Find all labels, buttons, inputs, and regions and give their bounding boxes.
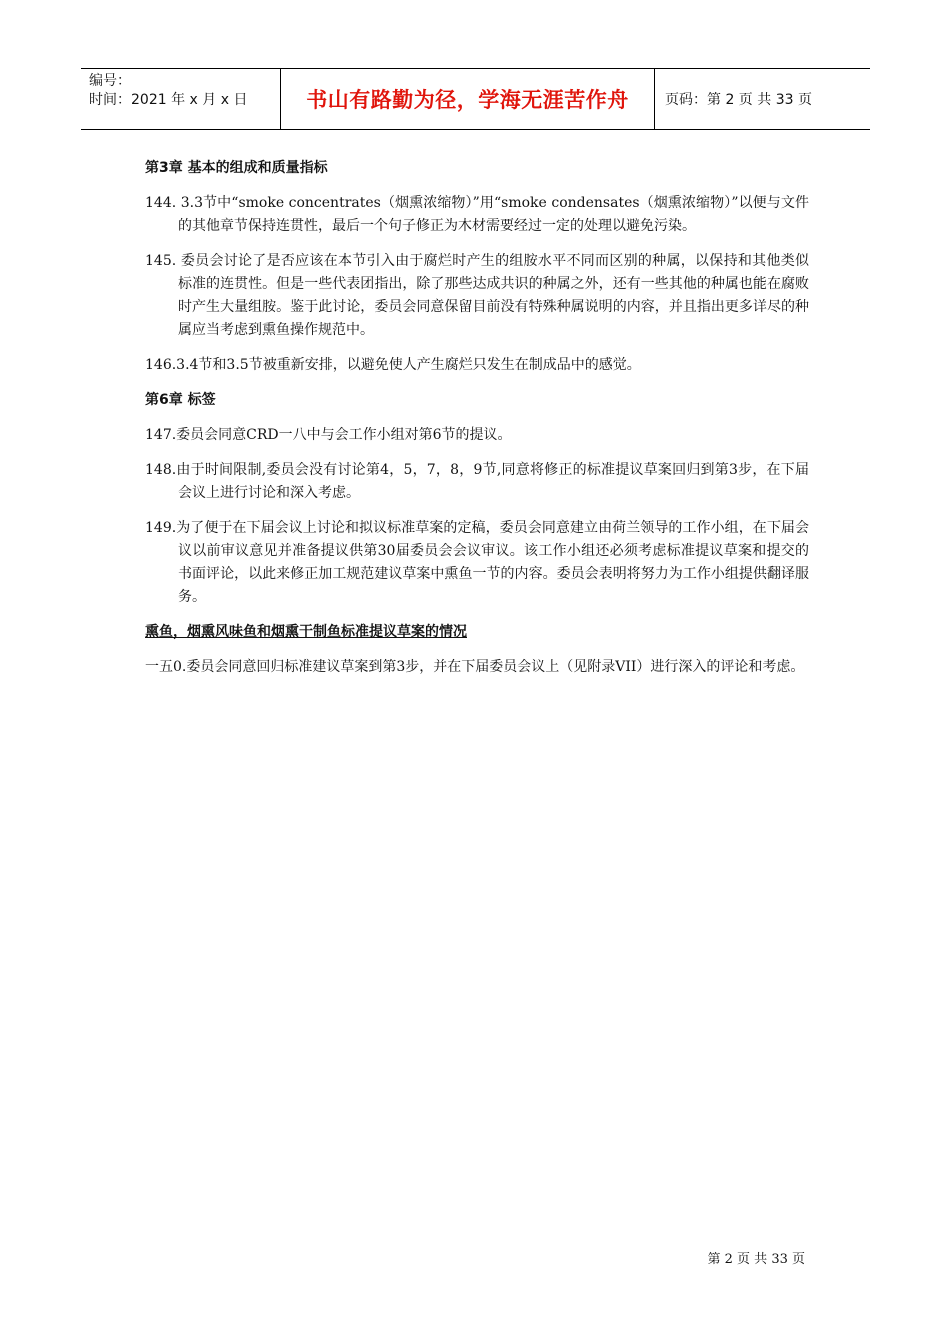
page-header: [81, 68, 870, 130]
document-time-label: 时间：2021 年 x 月 x 日: [89, 92, 248, 108]
paragraph-144: 144. 3.3节中“smoke concentrates（烟熏浓缩物）”用“smoke condensates（烟熏浓缩物）”以便与文件的其他章节保持连贯性，最后一个句子修正为木材需要经过一定的处理以避免污染。: [145, 195, 809, 234]
paragraph-150: 一五0.委员会同意回归标准建议草案到第3步，并在下届委员会议上（见附录VII）进行深入的评论和考虑。: [145, 659, 805, 675]
paragraph-146: 146.3.4节和3.5节被重新安排，以避免使人产生腐烂只发生在制成品中的感觉。: [145, 357, 641, 373]
section-title-standard-status: 熏鱼，烟熏风味鱼和烟熏干制鱼标准提议草案的情况: [145, 624, 467, 640]
document-body: [145, 157, 809, 691]
paragraph-148: 148.由于时间限制,委员会没有讨论第4，5，7，8，9节,同意将修正的标准提议草案回归到第3步，在下届会议上进行讨论和深入考虑。: [145, 462, 809, 501]
header-meta: [81, 69, 281, 129]
section-title-chapter-6: 第6章 标签: [145, 392, 216, 408]
header-page-number: 页码：第 2 页 共 33 页: [665, 92, 812, 108]
document-number-label: 编号：: [89, 73, 131, 89]
paragraph-147: 147.委员会同意CRD一八中与会工作小组对第6节的提议。: [145, 427, 512, 443]
paragraph-149: 149.为了便于在下届会议上讨论和拟议标准草案的定稿，委员会同意建立由荷兰领导的工作小组，在下届会议以前审议意见并准备提议供第30届委员会会议审议。该工作小组还必须考虑标准提议草案和提交的书面评论，以此来修正加工规范建议草案中熏鱼一节的内容。委员会表明将努力为工作小组提供翻译服务。: [145, 520, 809, 605]
page-footer: 第 2 页 共 33 页: [707, 1252, 805, 1267]
section-title-chapter-3: 第3章 基本的组成和质量指标: [145, 160, 328, 176]
paragraph-145: 145. 委员会讨论了是否应该在本节引入由于腐烂时产生的组胺水平不同而区别的种属，以保持和其他类似标准的连贯性。但是一些代表团指出，除了那些达成共识的种属之外，还有一些其他的种属也能在腐败时产生大量组胺。鉴于此讨论，委员会同意保留目前没有特殊种属说明的内容，并且指出更多详尽的种属应当考虑到熏鱼操作规范中。: [145, 253, 809, 338]
header-motto: 书山有路勤为径，学海无涯苦作舟: [281, 69, 655, 129]
